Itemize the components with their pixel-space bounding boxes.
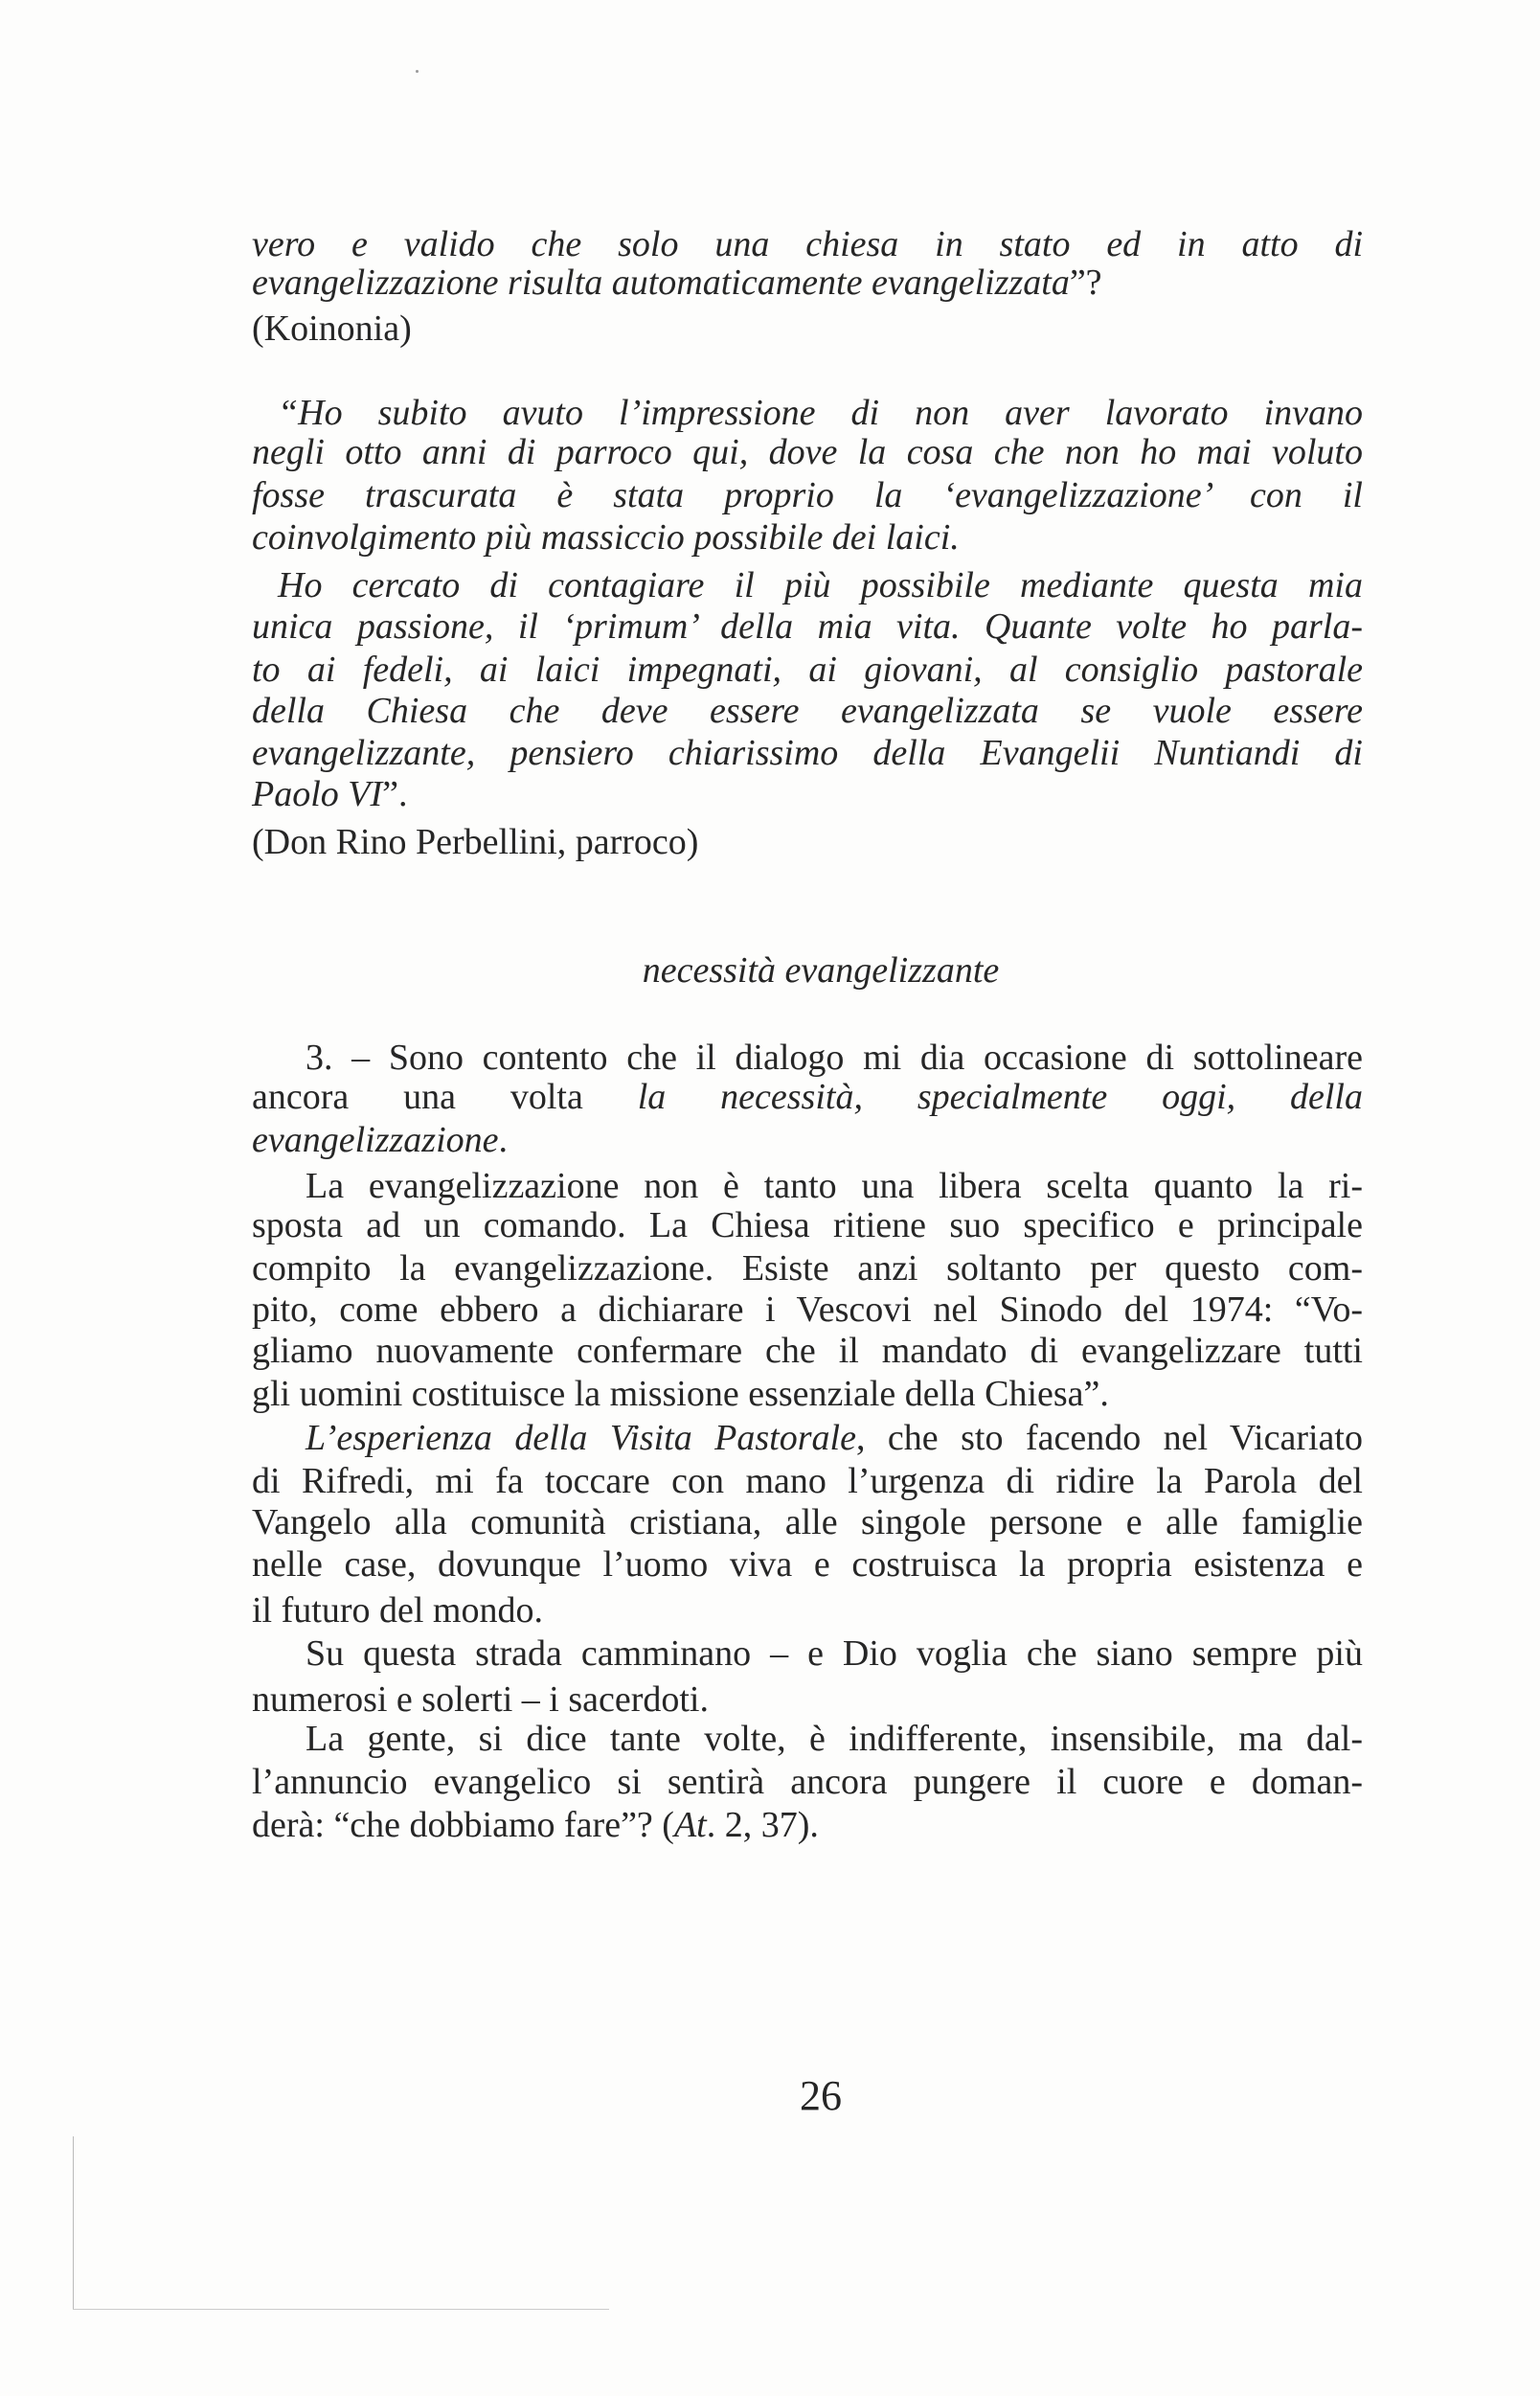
text-line [252, 1076, 1363, 1118]
text: ancora una volta [252, 1077, 638, 1117]
italic-text: L’esperienza della Visita Pastorale [306, 1418, 856, 1458]
text-line: di Rifredi, mi fa toccare con mano l’urgenza di ridire la Parola del [252, 1461, 1363, 1501]
text-line [252, 1804, 1363, 1846]
text-line: pito, come ebbero a dichiarare i Vescovi nel Sinodo del 1974: “Vo- [252, 1289, 1363, 1330]
text-line: La evangelizzazione non è tanto una libera scelta quanto la ri- [306, 1166, 1363, 1206]
italic-text: la necessità, specialmente oggi, della [637, 1077, 1363, 1117]
text-line [252, 1119, 1363, 1161]
quote-line: evangelizzante, pensiero chiarissimo della Evangelii Nuntiandi di [252, 733, 1363, 773]
text-line: La gente, si dice tante volte, è indifferente, insensibile, ma dal- [306, 1719, 1363, 1759]
text-line: numerosi e solerti – i sacerdoti. [252, 1679, 709, 1720]
text-line: nelle case, dovunque l’uomo viva e costruisca la propria esistenza e [252, 1544, 1363, 1585]
text-line: sposta ad un comando. La Chiesa ritiene suo specifico e principale [252, 1205, 1363, 1245]
italic-text: At [673, 1805, 707, 1845]
text: . 2, 37). [706, 1805, 819, 1845]
text: , che sto facendo nel Vicariato [855, 1418, 1363, 1458]
text-line: il futuro del mondo. [252, 1590, 543, 1631]
quote-line: unica passione, il ‘primum’ della mia vita. Quante volte ho parla- [252, 606, 1363, 647]
page-number: 26 [800, 2072, 842, 2119]
text-line: Su questa strada camminano – e Dio voglia che siano sempre più [306, 1633, 1363, 1674]
italic-text: evangelizzazione [252, 1120, 499, 1160]
text-line: 3. – Sono contento che il dialogo mi dia occasione di sottolineare [306, 1038, 1363, 1078]
italic-text: Paolo VI [252, 774, 383, 814]
source-koinonia: (Koinonia) [252, 308, 412, 349]
text-line [252, 262, 1363, 304]
quote-line: della Chiesa che deve essere evangelizzata se vuole essere [252, 691, 1363, 731]
italic-text: evangelizzazione risulta automaticamente evangelizzata [252, 262, 1070, 303]
text: derà: “che dobbiamo fare”? ( [252, 1805, 674, 1845]
text-line: gli uomini costituisce la missione essenziale della Chiesa”. [252, 1374, 1109, 1414]
quote-line: coinvolgimento più massiccio possibile dei laici. [252, 517, 960, 558]
text-line [306, 1417, 1363, 1459]
text: ”. [382, 774, 408, 814]
quote-line [252, 773, 1363, 815]
bottom-edge-line [73, 2309, 609, 2310]
text: . [498, 1120, 509, 1160]
section-heading: necessità evangelizzante [642, 950, 1000, 991]
quote-source: (Don Rino Perbellini, parroco) [252, 822, 699, 862]
quote-line: fosse trascurata è stata proprio la ‘evangelizzazione’ con il [252, 475, 1363, 515]
quote-line: Ho cercato di contagiare il più possibile mediante questa mia [278, 565, 1363, 605]
text-line: compito la evangelizzazione. Esiste anzi soltanto per questo com- [252, 1248, 1363, 1289]
text-line: gliamo nuovamente confermare che il mandato di evangelizzare tutti [252, 1331, 1363, 1371]
quote-line: to ai fedeli, ai laici impegnati, ai giovani, al consiglio pastorale [252, 650, 1363, 690]
text-line: l’annuncio evangelico si sentirà ancora pungere il cuore e doman- [252, 1762, 1363, 1802]
text: ”? [1069, 262, 1102, 303]
text-line: vero e valido che solo una chiesa in stato ed in atto di [252, 224, 1363, 264]
text-line: Vangelo alla comunità cristiana, alle singole persone e alle famiglie [252, 1502, 1363, 1542]
quote-line: “Ho subito avuto l’impressione di non aver lavorato invano [278, 393, 1363, 433]
quote-line: negli otto anni di parroco qui, dove la cosa che non ho mai voluto [252, 432, 1363, 472]
scan-speck [416, 70, 419, 73]
margin-line [73, 2136, 74, 2309]
